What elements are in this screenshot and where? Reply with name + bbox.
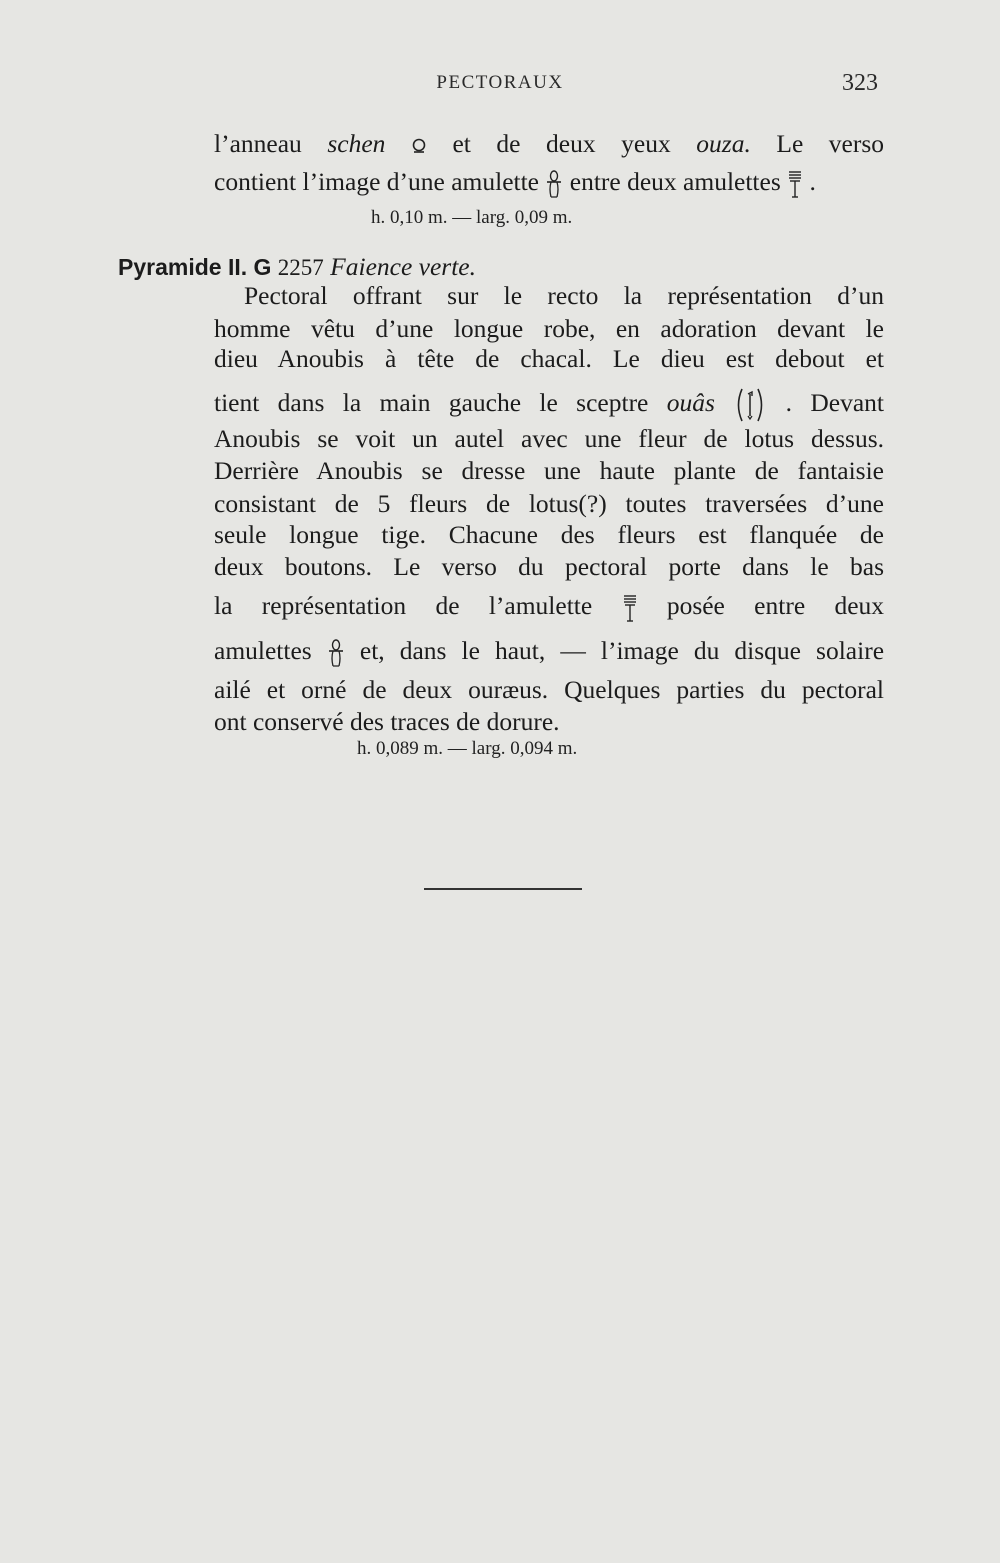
- text-span: Le verso: [776, 129, 885, 158]
- page-number: 323: [842, 70, 878, 96]
- material: Faience verte.: [330, 252, 476, 281]
- section-rule: [424, 888, 582, 890]
- text-line: consistant de 5 fleurs de lotus(?) toutes traversées d’une: [214, 489, 884, 518]
- text-line: [214, 635, 884, 668]
- text-span: la représentation de l’amulette: [214, 591, 593, 620]
- text-line: deux boutons. Le verso du pectoral porte dans le bas: [214, 552, 884, 581]
- text-line: [214, 166, 894, 199]
- shen-ring-icon: [411, 137, 427, 155]
- text-line: ailé et orné de deux ouræus. Quelques parties du pectoral: [214, 675, 884, 704]
- dimensions: h. 0,089 m. — larg. 0,094 m.: [357, 738, 578, 759]
- ankh-icon: [327, 638, 345, 668]
- text-line: Pectoral offrant sur le recto la représentation d’un: [244, 281, 884, 310]
- text-span: et de deux yeux: [452, 129, 671, 158]
- text-line: seule longue tige. Chacune des fleurs est flanquée de: [214, 520, 884, 549]
- text-span: .: [809, 167, 816, 196]
- text-line: Anoubis se voit un autel avec une fleur de lotus dessus.: [214, 424, 884, 453]
- text-line: homme vêtu d’une longue robe, en adoration devant le: [214, 314, 884, 343]
- running-title: PECTORAUX: [436, 72, 564, 93]
- text-line: [214, 128, 884, 160]
- djed-icon: [622, 593, 638, 623]
- text-span: . Devant: [785, 387, 885, 417]
- italic-term: ouza.: [696, 129, 751, 158]
- djed-icon: [787, 169, 803, 199]
- text-line: Derrière Anoubis se dresse une haute plante de fantaisie: [214, 456, 884, 485]
- dimensions: h. 0,10 m. — larg. 0,09 m.: [371, 207, 573, 228]
- catalogue-number: 2257: [277, 255, 324, 280]
- text-span: entre deux amulettes: [569, 167, 781, 196]
- entry-heading: [118, 252, 476, 282]
- text-span: contient l’image d’une amulette: [214, 167, 540, 196]
- text-line: [214, 386, 884, 424]
- entry-label: Pyramide II. G: [118, 254, 272, 280]
- text-span: posée entre deux: [666, 591, 885, 620]
- ankh-icon: [545, 169, 563, 199]
- text-line: ont conservé des traces de dorure.: [214, 707, 560, 736]
- was-sceptre-icon: [733, 386, 767, 424]
- text-span: l’anneau: [214, 129, 302, 158]
- text-line: dieu Anoubis à tête de chacal. Le dieu est debout et: [214, 344, 884, 373]
- text-span: tient dans la main gauche le sceptre: [214, 387, 649, 417]
- text-span: amulettes: [214, 636, 312, 665]
- text-span: et, dans le haut, — l’image du disque solaire: [359, 636, 885, 665]
- text-line: [214, 590, 884, 623]
- italic-term: ouâs: [666, 387, 715, 417]
- italic-term: schen: [327, 129, 386, 158]
